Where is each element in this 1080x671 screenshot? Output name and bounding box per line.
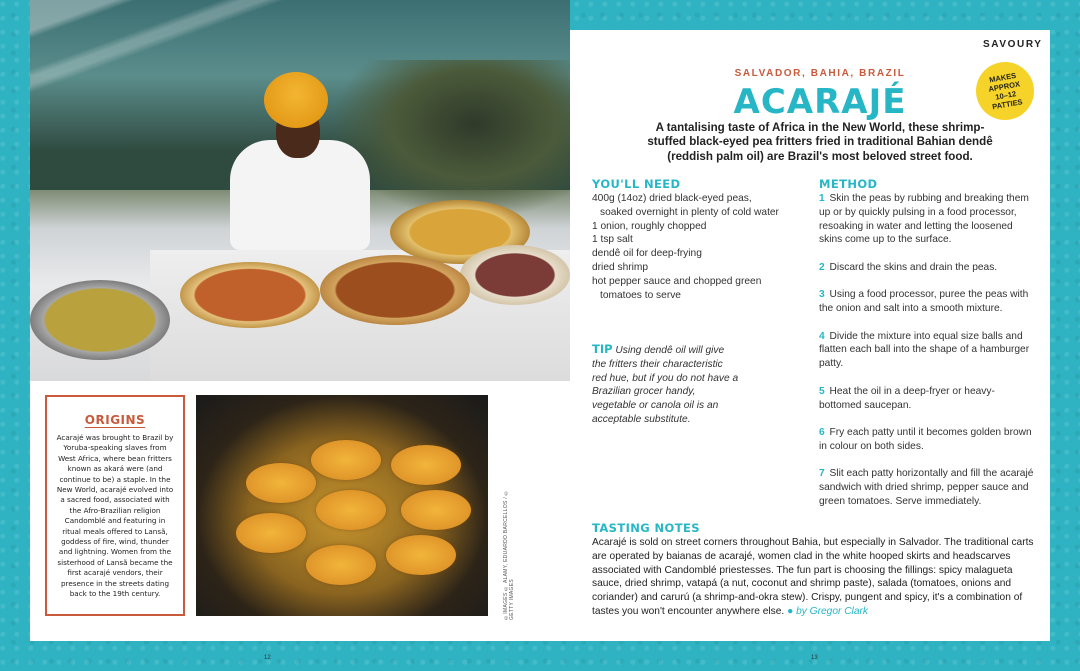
tasting-notes-body: Acarajé is sold on street corners throughout Bahia, but especially in Salvador. The traditional carts are operated by baianas de acarajé, women clad in the white hooped skirts and headscarves associated with Candomblé priestesses. The fun part is choosing the fillings: spicy malagueta sauce, dried shrimp, vatapá (a nut, coconut and shrimp paste), salada (tomatoes, onions and coriander) and carurú (a shrimp-and-okra stew). Crispy, pungent and spicy, it's a combination of tastes you won't encounter anywhere else. [592, 537, 1034, 617]
step-text: Discard the skins and drain the peas. [829, 261, 998, 273]
method-step [819, 192, 1037, 247]
ingredients-heading: YOU'LL NEED [592, 177, 681, 191]
origins-box [45, 395, 185, 616]
ingredient-item: hot pepper sauce and chopped green tomatoes to serve [592, 275, 762, 301]
ingredient-item: 400g (14oz) dried black-eyed peas, soaked overnight in plenty of cold water [592, 193, 779, 218]
section-label: SAVOURY [983, 39, 1043, 50]
photo-bowl [180, 262, 320, 328]
recipe-title: ACARAJÉ [733, 82, 907, 122]
photo-fritter [391, 445, 461, 485]
origins-heading: ORIGINS [84, 413, 146, 427]
method-list [819, 192, 1037, 522]
author-byline: by Gregor Clark [796, 605, 868, 617]
recipe-intro: A tantalising taste of Africa in the New World, these shrimp-stuffed black-eyed pea fritters fried in traditional Bahian dendê (reddish palm oil) are Brazil's most beloved street food. [647, 121, 993, 163]
photo-fritter [386, 535, 456, 575]
step-text: Using a food processor, puree the peas with the onion and salt into a smooth mixture. [819, 289, 1029, 315]
origins-text: Acarajé was brought to Brazil by Yoruba-speaking slaves from West Africa, where bean fritters known as akará were (and continue to be) a staple. In the New World, acarajé evolved into a sacred food, associated with the Afro-Brazilian religion Candomblé and featuring in ritual meals offered to Lansã, goddess of fire, wind, thunder and lightning. Women from the sisterhood of Lansã became the first acarajé vendors, their presence in the streets dating back to the 19th century. [56, 433, 174, 599]
method-step [819, 426, 1037, 454]
tasting-notes-heading: TASTING NOTES [592, 521, 700, 535]
left-page-number: 12 [264, 655, 271, 661]
step-number: 2 [819, 261, 825, 273]
photo-bowl [30, 280, 170, 360]
ingredient-item: 1 onion, roughly chopped [592, 220, 707, 232]
step-number: 5 [819, 385, 825, 397]
frying-photo [196, 395, 488, 616]
method-step [819, 288, 1037, 316]
ingredient-item: 1 tsp salt [592, 234, 633, 246]
step-number: 3 [819, 289, 825, 301]
bullet-dot-icon: ● [787, 605, 794, 617]
method-step [819, 261, 1037, 275]
step-number: 1 [819, 193, 825, 204]
method-step [819, 330, 1037, 371]
method-step [819, 467, 1037, 508]
photo-fritter [311, 440, 381, 480]
step-number: 4 [819, 330, 825, 342]
method-heading: METHOD [819, 177, 878, 191]
photo-bowl [460, 245, 570, 305]
method-step [819, 385, 1037, 413]
step-number: 7 [819, 468, 825, 480]
right-page-number: 13 [811, 655, 818, 661]
step-number: 6 [819, 427, 825, 438]
photo-credit: ©IMAGES © ALAMY, EDUARDO BARCELLOS / © GETTY IMAGES [503, 488, 515, 620]
ingredients-list [592, 192, 782, 302]
step-text: Skin the peas by rubbing and breaking them up or by quickly pulsing in a food processor, resoaking in water and letting the loosened skins come up to the surface. [819, 193, 1029, 246]
step-text: Fry each patty until it becomes golden brown in colour on both sides. [819, 427, 1032, 452]
photo-fritter [236, 513, 306, 553]
tasting-notes-text [592, 536, 1038, 619]
step-text: Slit each patty horizontally and fill the acarajé sandwich with dried shrimp, pepper sauce and green tomatoes. Serve immediately. [819, 468, 1034, 507]
photo-fritter [306, 545, 376, 585]
street-vendor-photo [30, 0, 570, 381]
tip-label: TIP [592, 342, 613, 356]
photo-bowl [320, 255, 470, 325]
ingredient-item: dried shrimp [592, 261, 649, 273]
yield-badge-text: MAKES APPROX 10–12 PATTIES [987, 70, 1024, 112]
step-text: Heat the oil in a deep-fryer or heavy-bottomed saucepan. [819, 385, 995, 411]
tip-box [592, 343, 740, 427]
photo-fritter [401, 490, 471, 530]
step-text: Divide the mixture into equal size balls and flatten each ball into the shape of a hamburger patty. [819, 330, 1030, 370]
photo-fritter [246, 463, 316, 503]
photo-fritter [316, 490, 386, 530]
ingredient-item: dendê oil for deep-frying [592, 248, 702, 260]
photo-vendor-headscarf [264, 72, 328, 128]
tip-text: Using dendê oil will give the fritters their characteristic red hue, but if you do not have a Brazilian grocer handy, vegetable or canola oil is an acceptable substitute. [592, 345, 739, 425]
recipe-location: SALVADOR, BAHIA, BRAZIL [734, 68, 906, 79]
